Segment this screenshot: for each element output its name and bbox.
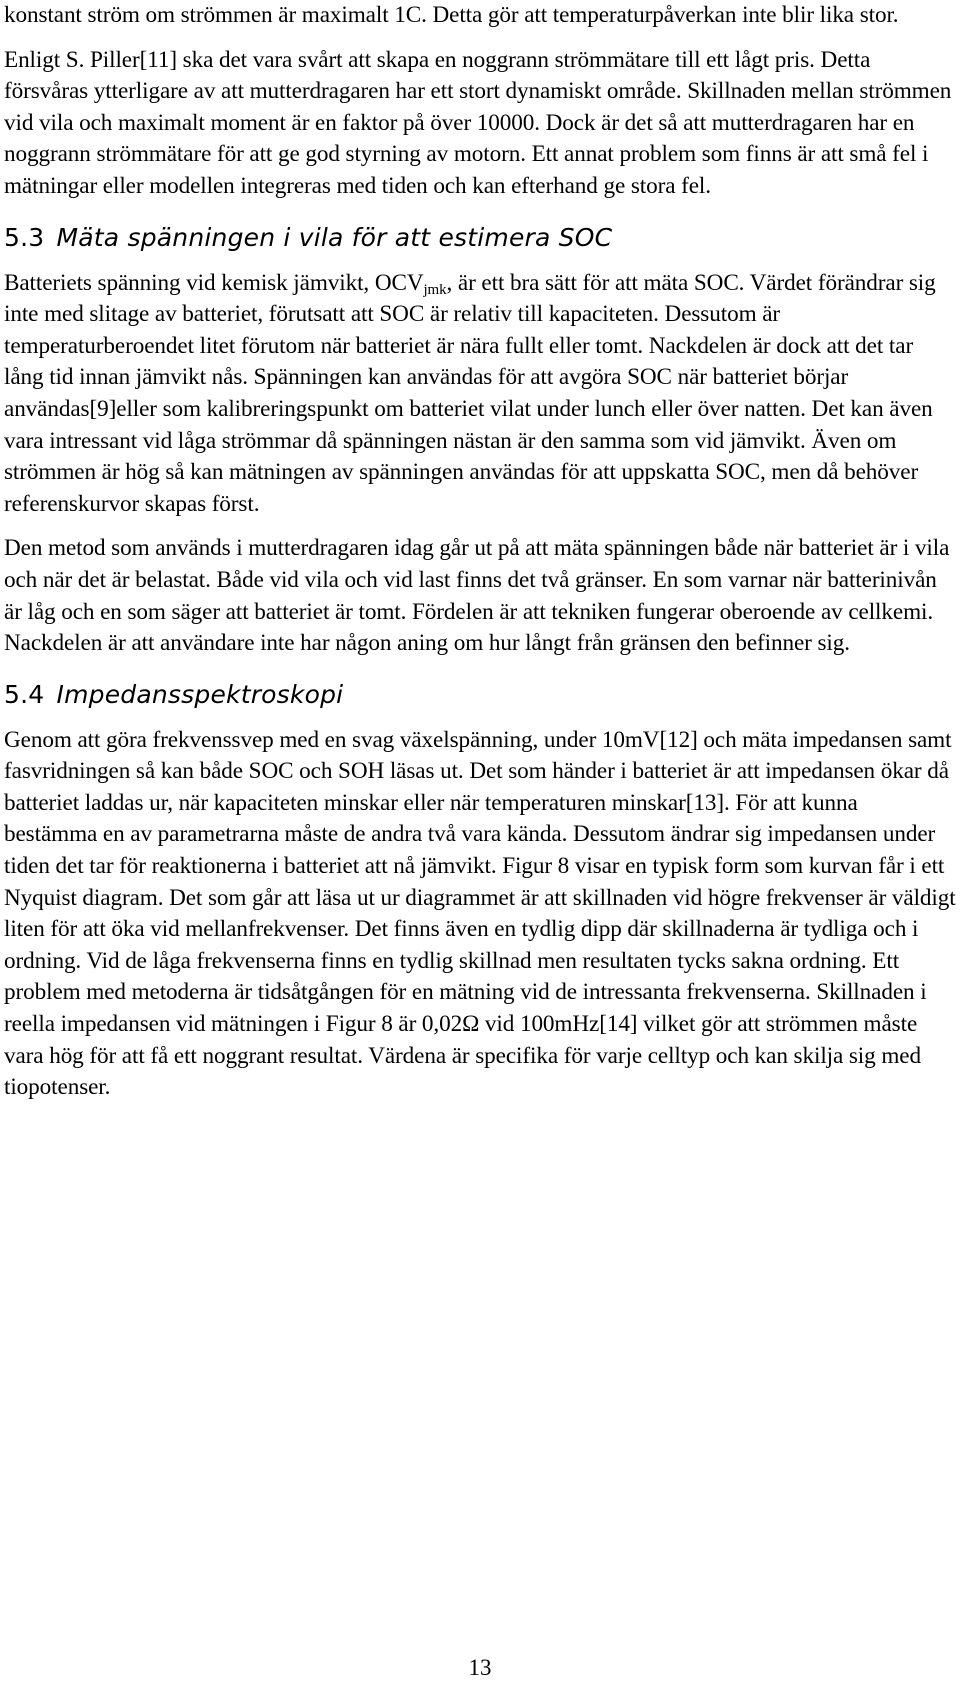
paragraph-ocv xyxy=(4,268,956,521)
section-title: Impedansspektroskopi xyxy=(56,679,344,709)
paragraph-current-method: Den metod som används i mutterdragaren idag går ut på att mäta spänningen både när batteriet är i vila och när det är belastat. Både vid vila och vid last finns det två gränser. En som varnar när batterinivån är låg och en som säger att batteriet är tomt. Fördelen är att tekniken fungerar oberoende av cellkemi. Nackdelen är att användare inte har någon aning om hur långt från gränsen den befinner sig. xyxy=(4,535,950,657)
ocv-text-before: Batteriets spänning vid kemisk jämvikt, OCV xyxy=(4,269,424,296)
heading-gap xyxy=(4,255,956,268)
paragraph-gap xyxy=(4,32,956,45)
paragraph-impedance: Genom att göra frekvenssvep med en svag växelspänning, under 10mV[12] och mäta impedansen samt fasvridningen så kan både SOC och SOH läsas ut. Det som händer i batteriet är att impedansen ökar då batteriet laddas ur, när kapaciteten minskar eller när temperaturen minskar[13]. För att kunna bestämma en av parametrarna måste de andra två vara kända. Dessutom ändrar sig impedansen under tiden det tar för reaktionerna i batteriet att nå jämvikt. Figur 8 visar en typisk form som kurvan får i ett Nyquist diagram. Det som går att läsa ut ur diagrammet är att skillnaden vid högre frekvenser är väldigt liten för att öka vid mellanfrekvenser. Det finns även en tydlig dipp där skillnaderna är tydliga och i ordning. Vid de låga frekvenserna finns en tydlig skillnad men resultaten tycks sakna ordning. Ett problem med metoderna är tidsåtgången för en mätning vid de intressanta frekvenserna. Skillnaden i reella impedansen vid mätningen i Figur 8 är 0,02Ω vid 100mHz[14] vilket gör att strömmen måste vara hög för att få ett noggrant resultat. Värdena är specifika för varje celltyp och kan skilja sig med tiopotenser. xyxy=(4,726,956,1101)
page-content xyxy=(4,0,956,1104)
section-number: 5.4 xyxy=(4,679,45,709)
ocv-subscript: jmk xyxy=(423,281,447,298)
section-heading-5-3 xyxy=(4,221,956,255)
paragraph-gap xyxy=(4,203,956,221)
heading-gap xyxy=(4,712,956,725)
paragraph-gap xyxy=(4,660,956,678)
paragraph-current-meter: Enligt S. Piller[11] ska det vara svårt att skapa en noggrann strömmätare till ett lågt pris. Detta försvåras ytterligare av att mutterdragaren har ett stort dynamiskt område. Skillnaden mellan strömmen vid vila och maximalt moment är en faktor på över 10000. Dock är det så att mutterdragaren har en noggrann strömmätare för att ge god styrning av motorn. Ett annat problem som finns är att små fel i mätningar eller modellen integreras med tiden och kan efterhand ge stora fel. xyxy=(4,46,952,199)
ocv-text-after: , är ett bra sätt för att mäta SOC. Värdet förändrar sig inte med slitage av batteriet, förutsatt att SOC är relativ till kapaciteten. Dessutom är temperaturberoendet litet förutom när batteriet är nära fullt eller tomt. Nackdelen är dock att det tar lång tid innan jämvikt nås. Spänningen kan användas för att avgöra SOC när batteriet börjar användas[9]eller som kalibreringspunkt om batteriet vilat under lunch eller över natten. Det kan även vara intressant vid låga strömmar då spänningen nästan är den samma som vid jämvikt. Även om strömmen är hög så kan mätningen av spänningen användas för att uppskatta SOC, men då behöver referenskurvor skapas först. xyxy=(4,269,936,517)
page-number: 13 xyxy=(468,1655,492,1680)
paragraph-continuation: konstant ström om strömmen är maximalt 1C. Detta gör att temperaturpåverkan inte blir lika stor. xyxy=(4,2,899,28)
section-title: Mäta spänningen i vila för att estimera SOC xyxy=(56,222,613,252)
section-heading-5-4 xyxy=(4,678,956,712)
section-number: 5.3 xyxy=(4,222,45,252)
paragraph-gap xyxy=(4,520,956,533)
